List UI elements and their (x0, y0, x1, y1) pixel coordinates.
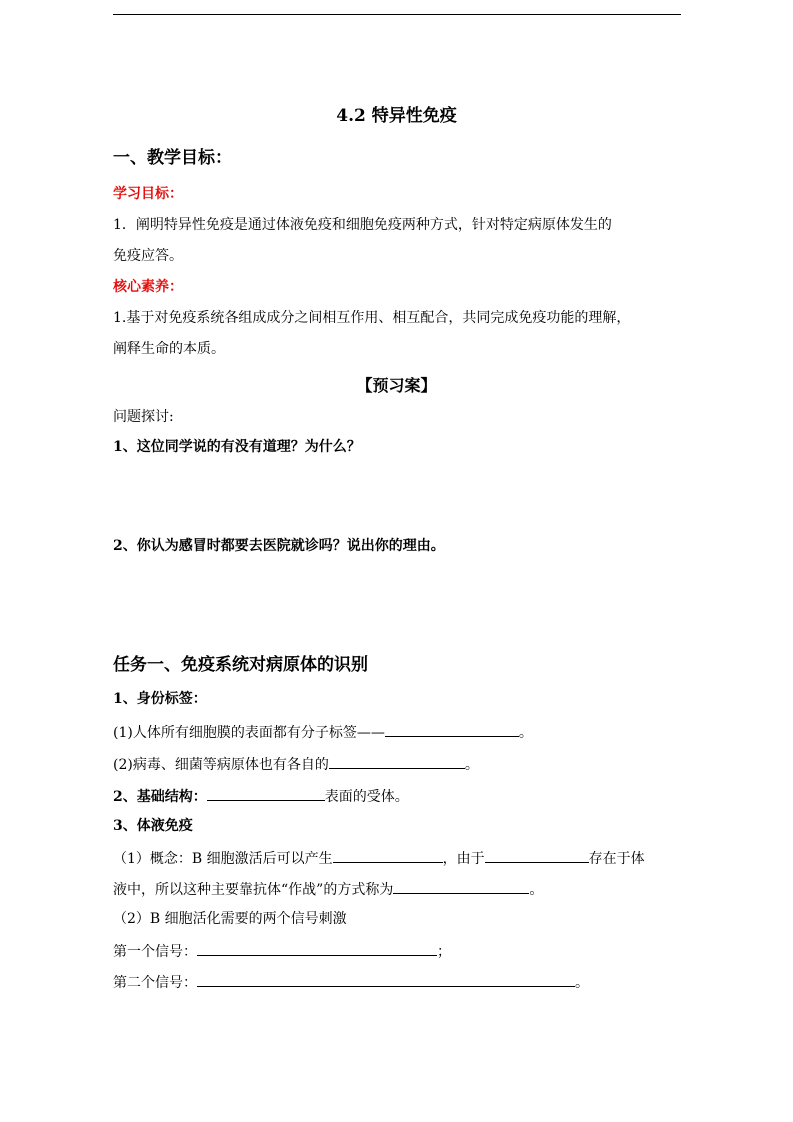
item1-a-period: 。 (518, 725, 533, 741)
section-heading-teaching-goals: 一、教学目标： (113, 148, 232, 168)
item3-1-b: ，由于 (442, 851, 485, 867)
item3-1-d: 液中，所以这种主要靠抗体“作战”的方式称为 (113, 882, 394, 898)
blank-signal1[interactable] (197, 942, 437, 956)
signal1-semicolon: ； (437, 944, 451, 960)
item3-1-line2 (113, 880, 543, 899)
item3-2: （2）B 细胞活化需要的两个信号刺激 (113, 911, 347, 927)
core1-line2: 阐释生命的本质。 (113, 341, 225, 357)
item3-1-period: 。 (529, 882, 544, 898)
item1-a (113, 723, 533, 742)
preview-heading: 【预习案】 (356, 376, 437, 395)
signal1-label: 第一个信号： (113, 944, 197, 960)
item3-1-line1 (113, 849, 645, 868)
item2 (113, 787, 409, 806)
blank-item1-a[interactable] (385, 723, 519, 737)
item1-b-text: (2)病毒、细菌等病原体也有各自的 (113, 757, 329, 773)
item1-a-text: (1)人体所有细胞膜的表面都有分子标签—— (113, 725, 385, 741)
goal1-line1: 1．阐明特异性免疫是通过体液免疫和细胞免疫两种方式，针对特定病原体发生的 (113, 217, 612, 233)
item2-label: 2、基础结构： (113, 789, 207, 805)
signal2-label: 第二个信号： (113, 975, 197, 991)
item3-label: 3、体液免疫 (113, 818, 193, 834)
core1-line1: 1.基于对免疫系统各组成成分之间相互作用、相互配合，共同完成免疫功能的理解， (113, 310, 631, 326)
item3-1-c: 存在于体 (588, 851, 645, 867)
task1-heading: 任务一、免疫系统对病原体的识别 (113, 655, 368, 675)
item1-b (113, 755, 479, 774)
blank-item3-1-b[interactable] (485, 849, 589, 863)
signal2-period: 。 (575, 975, 589, 991)
item3-1-a: （1）概念：B 细胞激活后可以产生 (113, 851, 333, 867)
blank-item3-1-d[interactable] (393, 880, 529, 894)
discussion-label: 问题探讨: (113, 409, 174, 425)
learning-goals-label: 学习目标： (113, 186, 183, 202)
header-rule (113, 14, 681, 15)
core-literacy-label: 核心素养： (113, 279, 183, 295)
blank-item3-1-a[interactable] (333, 849, 443, 863)
signal2 (113, 973, 589, 992)
item2-suffix: 表面的受体。 (324, 789, 409, 805)
signal1 (113, 942, 451, 961)
item1-b-period: 。 (464, 757, 479, 773)
blank-signal2[interactable] (197, 973, 575, 987)
item1-label: 1、身份标签： (113, 691, 207, 707)
question-2: 2、你认为感冒时都要去医院就诊吗？说出你的理由。 (113, 538, 445, 554)
page-title: 4.2 特异性免疫 (336, 106, 457, 126)
blank-item1-b[interactable] (329, 755, 465, 769)
question-1: 1、这位同学说的有没有道理？为什么？ (113, 439, 361, 455)
goal1-line2: 免疫应答。 (113, 248, 183, 264)
blank-item2[interactable] (207, 787, 325, 801)
